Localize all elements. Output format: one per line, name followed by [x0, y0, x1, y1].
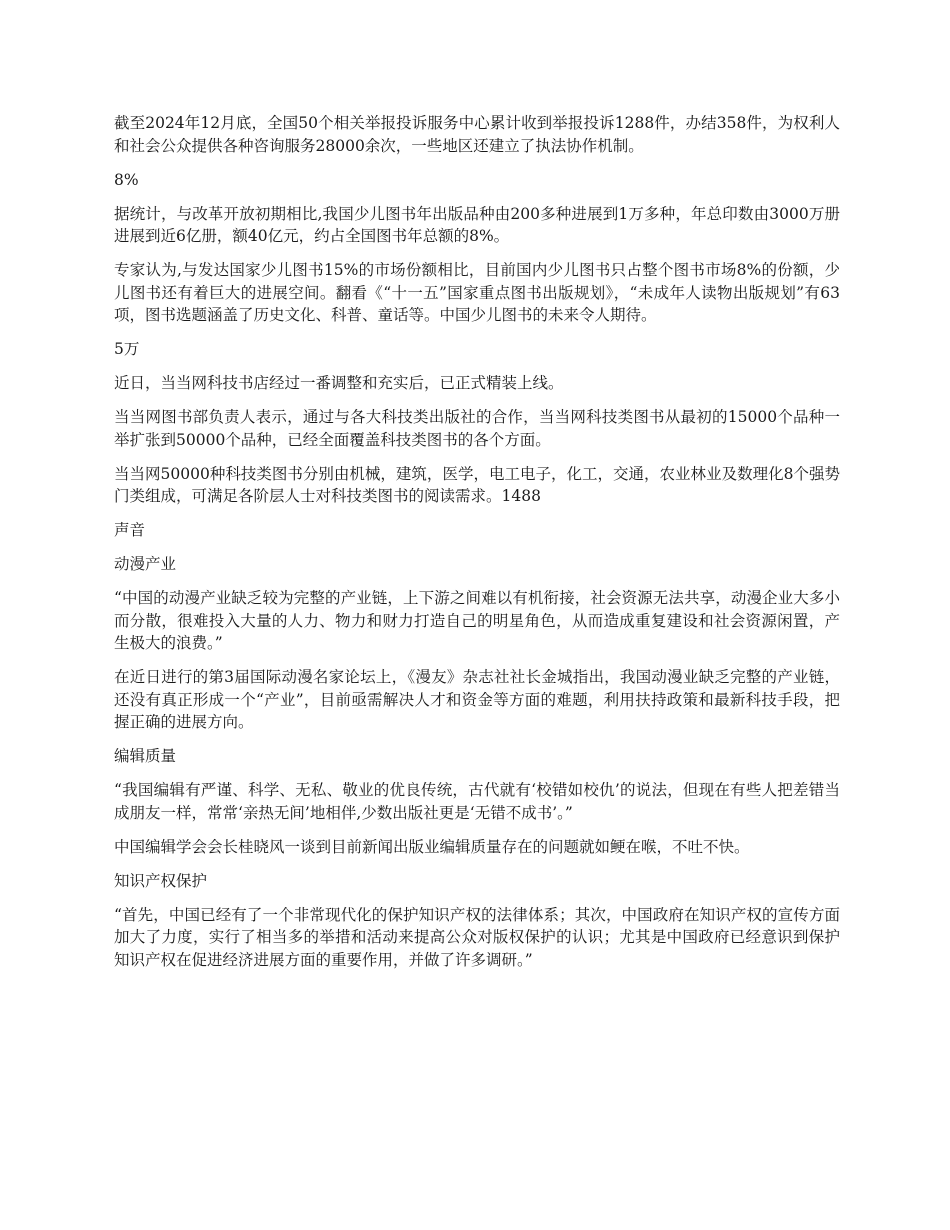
- heading-editing-quality: 编辑质量: [114, 747, 177, 765]
- paragraph-dangdang-launch: 近日，当当网科技书店经过一番调整和充实后，已正式精装上线。: [114, 374, 564, 392]
- quote-editing-quality: “我国编辑有严谨、科学、无私、敬业的优良传统，古代就有‘校错如校仇’的说法，但现在有些人把差错当成朋友一样，常常‘亲热无间’地相伴,少数出版社更是‘无错不成书’。”: [114, 781, 840, 822]
- quote-animation-industry: “中国的动漫产业缺乏较为完整的产业链，上下游之间难以有机衔接，社会资源无法共享，动漫企业大多小而分散，很难投入大量的人力、物力和财力打造自己的明星角色，从而造成重复建设和社会资源闲置，产生极大的浪费。”: [114, 589, 840, 652]
- quote-ip-protection: “首先，中国已经有了一个非常现代化的保护知识产权的法律体系；其次，中国政府在知识产权的宣传方面加大了力度，实行了相当多的举措和活动来提高公众对版权保护的认识；尤其是中国政府已经意识到保护知识产权在促进经济进展方面的重要作用，并做了许多调研。”: [114, 905, 840, 969]
- paragraph-editing-association: 中国编辑学会会长桂晓风一谈到目前新闻出版业编辑质量存在的问题就如鲠在喉，不吐不快。: [114, 837, 750, 856]
- heading-8-percent: 8%: [114, 170, 139, 189]
- heading-ip-protection: 知识产权保护: [114, 871, 208, 890]
- paragraph-animation-forum: 在近日进行的第3届国际动漫名家论坛上，《漫友》杂志社社长金城指出，我国动漫业缺乏完整的产业链，还没有真正形成一个“产业”，目前亟需解决人才和资金等方面的难题，利用扶持政策和最新科技手段，把握正确的进展方向。: [114, 668, 840, 731]
- heading-50-thousand: 5万: [114, 340, 140, 358]
- paragraph-dangdang-expansion: 当当网图书部负责人表示，通过与各大科技类出版社的合作，当当网科技类图书从最初的15000个品种一举扩张到50000个品种，已经全面覆盖科技类图书的各个方面。: [114, 408, 840, 449]
- document-body: [114, 112, 840, 983]
- paragraph-dangdang-categories: 当当网50000种科技类图书分别由机械，建筑，医学，电工电子，化工，交通，农业林业及数理化8个强势门类组成，可满足各阶层人士对科技类图书的阅读需求。1488: [114, 464, 840, 505]
- paragraph-children-books-stats: 据统计，与改革开放初期相比,我国少儿图书年出版品种由200多种进展到1万多种，年总印数由3000万册进展到近6亿册，额40亿元，约占全国图书年总额的8%。: [114, 204, 840, 245]
- heading-animation-industry: 动漫产业: [114, 555, 177, 573]
- paragraph-children-books-market: 专家认为,与发达国家少儿图书15%的市场份额相比，目前国内少儿图书只占整个图书市场8%的份额，少儿图书还有着巨大的进展空间。翻看《“十一五”国家重点图书出版规划》，“未成年人读物出版规划”有63项，图书选题涵盖了历史文化、科普、童话等。中国少儿图书的未来令人期待。: [114, 261, 840, 324]
- heading-voices: 声音: [114, 521, 146, 539]
- paragraph-complaints-stats: 截至2024年12月底，全国50个相关举报投诉服务中心累计收到举报投诉1288件，办结358件，为权利人和社会公众提供各种咨询服务28000余次，一些地区还建立了执法协作机制。: [114, 114, 840, 155]
